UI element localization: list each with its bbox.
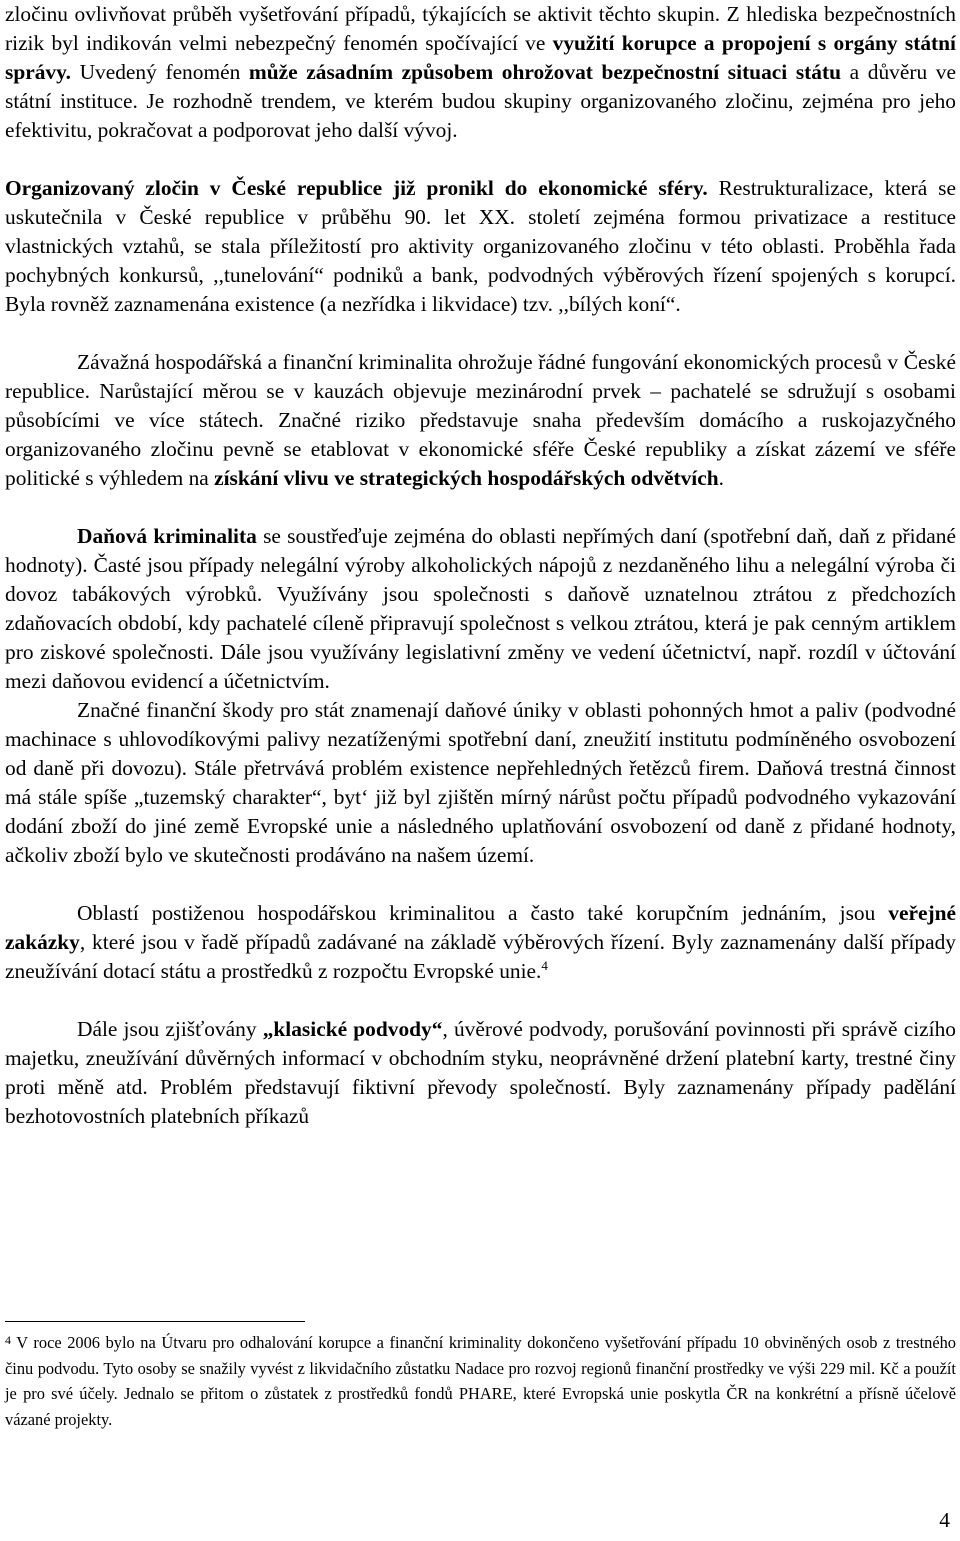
- text-span: , které jsou v řadě případů zadávané na základě výběrových řízení. Byly zaznamenány další případy zneužívání dotací státu a prostředků z rozpočtu Evropské unie.: [5, 930, 956, 983]
- bold-phrase: Organizovaný zločin v České republice již pronikl do ekonomické sféry.: [5, 176, 708, 200]
- bold-phrase: veřejné zakázky: [5, 901, 956, 954]
- paragraph-fuel-fraud: [5, 696, 956, 870]
- text-span: se soustřeďuje zejména do oblasti nepřímých daní (spotřební daň, daň z přidané hodnoty). Časté jsou případy nelegální výroby alkoholických nápojů z nezdaněného lihu a nelegální výroba či dovoz tabákových výrobků. Využívány jsou společnosti s daňově uznatelnou ztrátou z předchozích zdaňovacích období, kdy pachatelé cíleně připravují společnost s velkou ztrátou, která je pak cenným artiklem pro ziskové společnosti. Dále jsou využívány legislativní změny ve vedení účetnictví, např. rozdíl v účtování mezi daňovou evidencí a účetnictvím.: [5, 524, 956, 693]
- text-span: .: [718, 466, 724, 490]
- bold-phrase: využití korupce a propojení s orgány státní správy.: [5, 31, 956, 84]
- paragraph-spacer: [5, 319, 956, 348]
- paragraph-corruption-links: [5, 0, 956, 145]
- text-span: Oblastí postiženou hospodářskou kriminalitou a často také korupčním jednáním, jsou: [77, 901, 889, 925]
- footnote-mark: 4: [5, 1333, 11, 1347]
- text-span: a důvěru ve státní instituce. Je rozhodně trendem, ve kterém budou skupiny organizovaného zločinu, zejména pro jeho efektivitu, pokračovat a podporovat jeho další vývoj.: [5, 60, 956, 142]
- bold-phrase: získání vlivu ve strategických hospodářských odvětvích: [214, 466, 719, 490]
- paragraph-spacer: [5, 493, 956, 522]
- paragraph-tax-crime: [5, 522, 956, 696]
- text-span: Závažná hospodářská a finanční kriminalita ohrožuje řádné fungování ekonomických procesů v České republice. Narůstající měrou se v kauzách objevuje mezinárodní prvek – pachatelé se sdružují s osobami působícími ve více státech. Značné riziko představuje snaha především domácího a ruskojazyčného organizovaného zločinu pevně se etablovat v ekonomické sféře České republiky a získat zázemí ve sféře politické s výhledem na: [5, 350, 956, 490]
- paragraph-spacer: [5, 986, 956, 1015]
- footnote-text: V roce 2006 bylo na Útvaru pro odhalování korupce a finanční kriminality dokončeno vyšetřování případu 10 obviněných osob z trestného činu podvodu. Tyto osoby se snažily vyvést z likvidačního zůstatku Nadace pro rozvoj regionů finanční prostředky ve výši 229 mil. Kč a použít je pro své účely. Jednalo se přitom o zůstatek z prostředků fondů PHARE, které Evropská unie poskytla ČR na konkrétní a přísně účelově vázané projekty.: [5, 1333, 956, 1429]
- paragraph-spacer: [5, 870, 956, 899]
- text-span: Dále jsou zjišťovány: [77, 1017, 263, 1041]
- text-span: Restrukturalizace, která se uskutečnila v České republice v průběhu 90. let XX. století zejména formou privatizace a restituce vlastnických vztahů, se stala příležitostí pro aktivity organizovaného zločinu v této oblasti. Proběhla řada pochybných konkursů, ,,tunelování“ podniků a bank, podvodných výběrových řízení spojených s korupcí. Byla rovněž zaznamenána existence (a nezřídka i likvidace) tzv. ,,bílých koní“.: [5, 176, 956, 316]
- paragraph-spacer: [5, 145, 956, 174]
- footnote-separator: [5, 1321, 305, 1322]
- text-span: , úvěrové podvody, porušování povinnosti při správě cizího majetku, zneužívání důvěrných informací v obchodním styku, neoprávněné držení platební karty, trestné činy proti měně atd. Problém představují fiktivní převody společností. Byly zaznamenány případy padělání bezhotovostních platebních příkazů: [5, 1017, 956, 1128]
- paragraph-economic-sphere: [5, 174, 956, 319]
- footnote: [5, 1330, 956, 1432]
- paragraph-public-contracts: [5, 899, 956, 986]
- paragraph-economic-crime: [5, 348, 956, 493]
- body-text: [5, 0, 956, 1131]
- text-span: Uvedený fenomén: [70, 60, 249, 84]
- bold-phrase: může zásadním způsobem ohrožovat bezpečnostní situaci státu: [248, 60, 842, 84]
- paragraph-classic-fraud: [5, 1015, 956, 1131]
- bold-phrase: Daňová kriminalita: [77, 524, 257, 548]
- text-span: zločinu ovlivňovat průběh vyšetřování případů, týkajících se aktivit těchto skupin. Z hlediska bezpečnostních rizik byl indikován velmi nebezpečný fenomén spočívající ve: [5, 2, 956, 55]
- bold-phrase: „klasické podvody“: [262, 1017, 443, 1041]
- page-number: 4: [939, 1508, 950, 1532]
- footnote-reference: 4: [541, 958, 548, 973]
- document-page: [5, 0, 956, 1541]
- text-span: Značné finanční škody pro stát znamenají daňové úniky v oblasti pohonných hmot a paliv (podvodné machinace s uhlovodíkovými palivy nezatíženými spotřební daní, zneužití institutu podmíněného osvobození od daně při dovozu). Stále přetrvává problém existence nepřehledných řetězců firem. Daňová trestná činnost má stále spíše „tuzemský charakter“, byt‘ již byl zjištěn mírný nárůst počtu případů podvodného vykazování dodání zboží do jiné země Evropské unie a následného uplatňování osvobození od daně z přidané hodnoty, ačkoliv zboží bylo ve skutečnosti prodáváno na našem území.: [5, 698, 956, 867]
